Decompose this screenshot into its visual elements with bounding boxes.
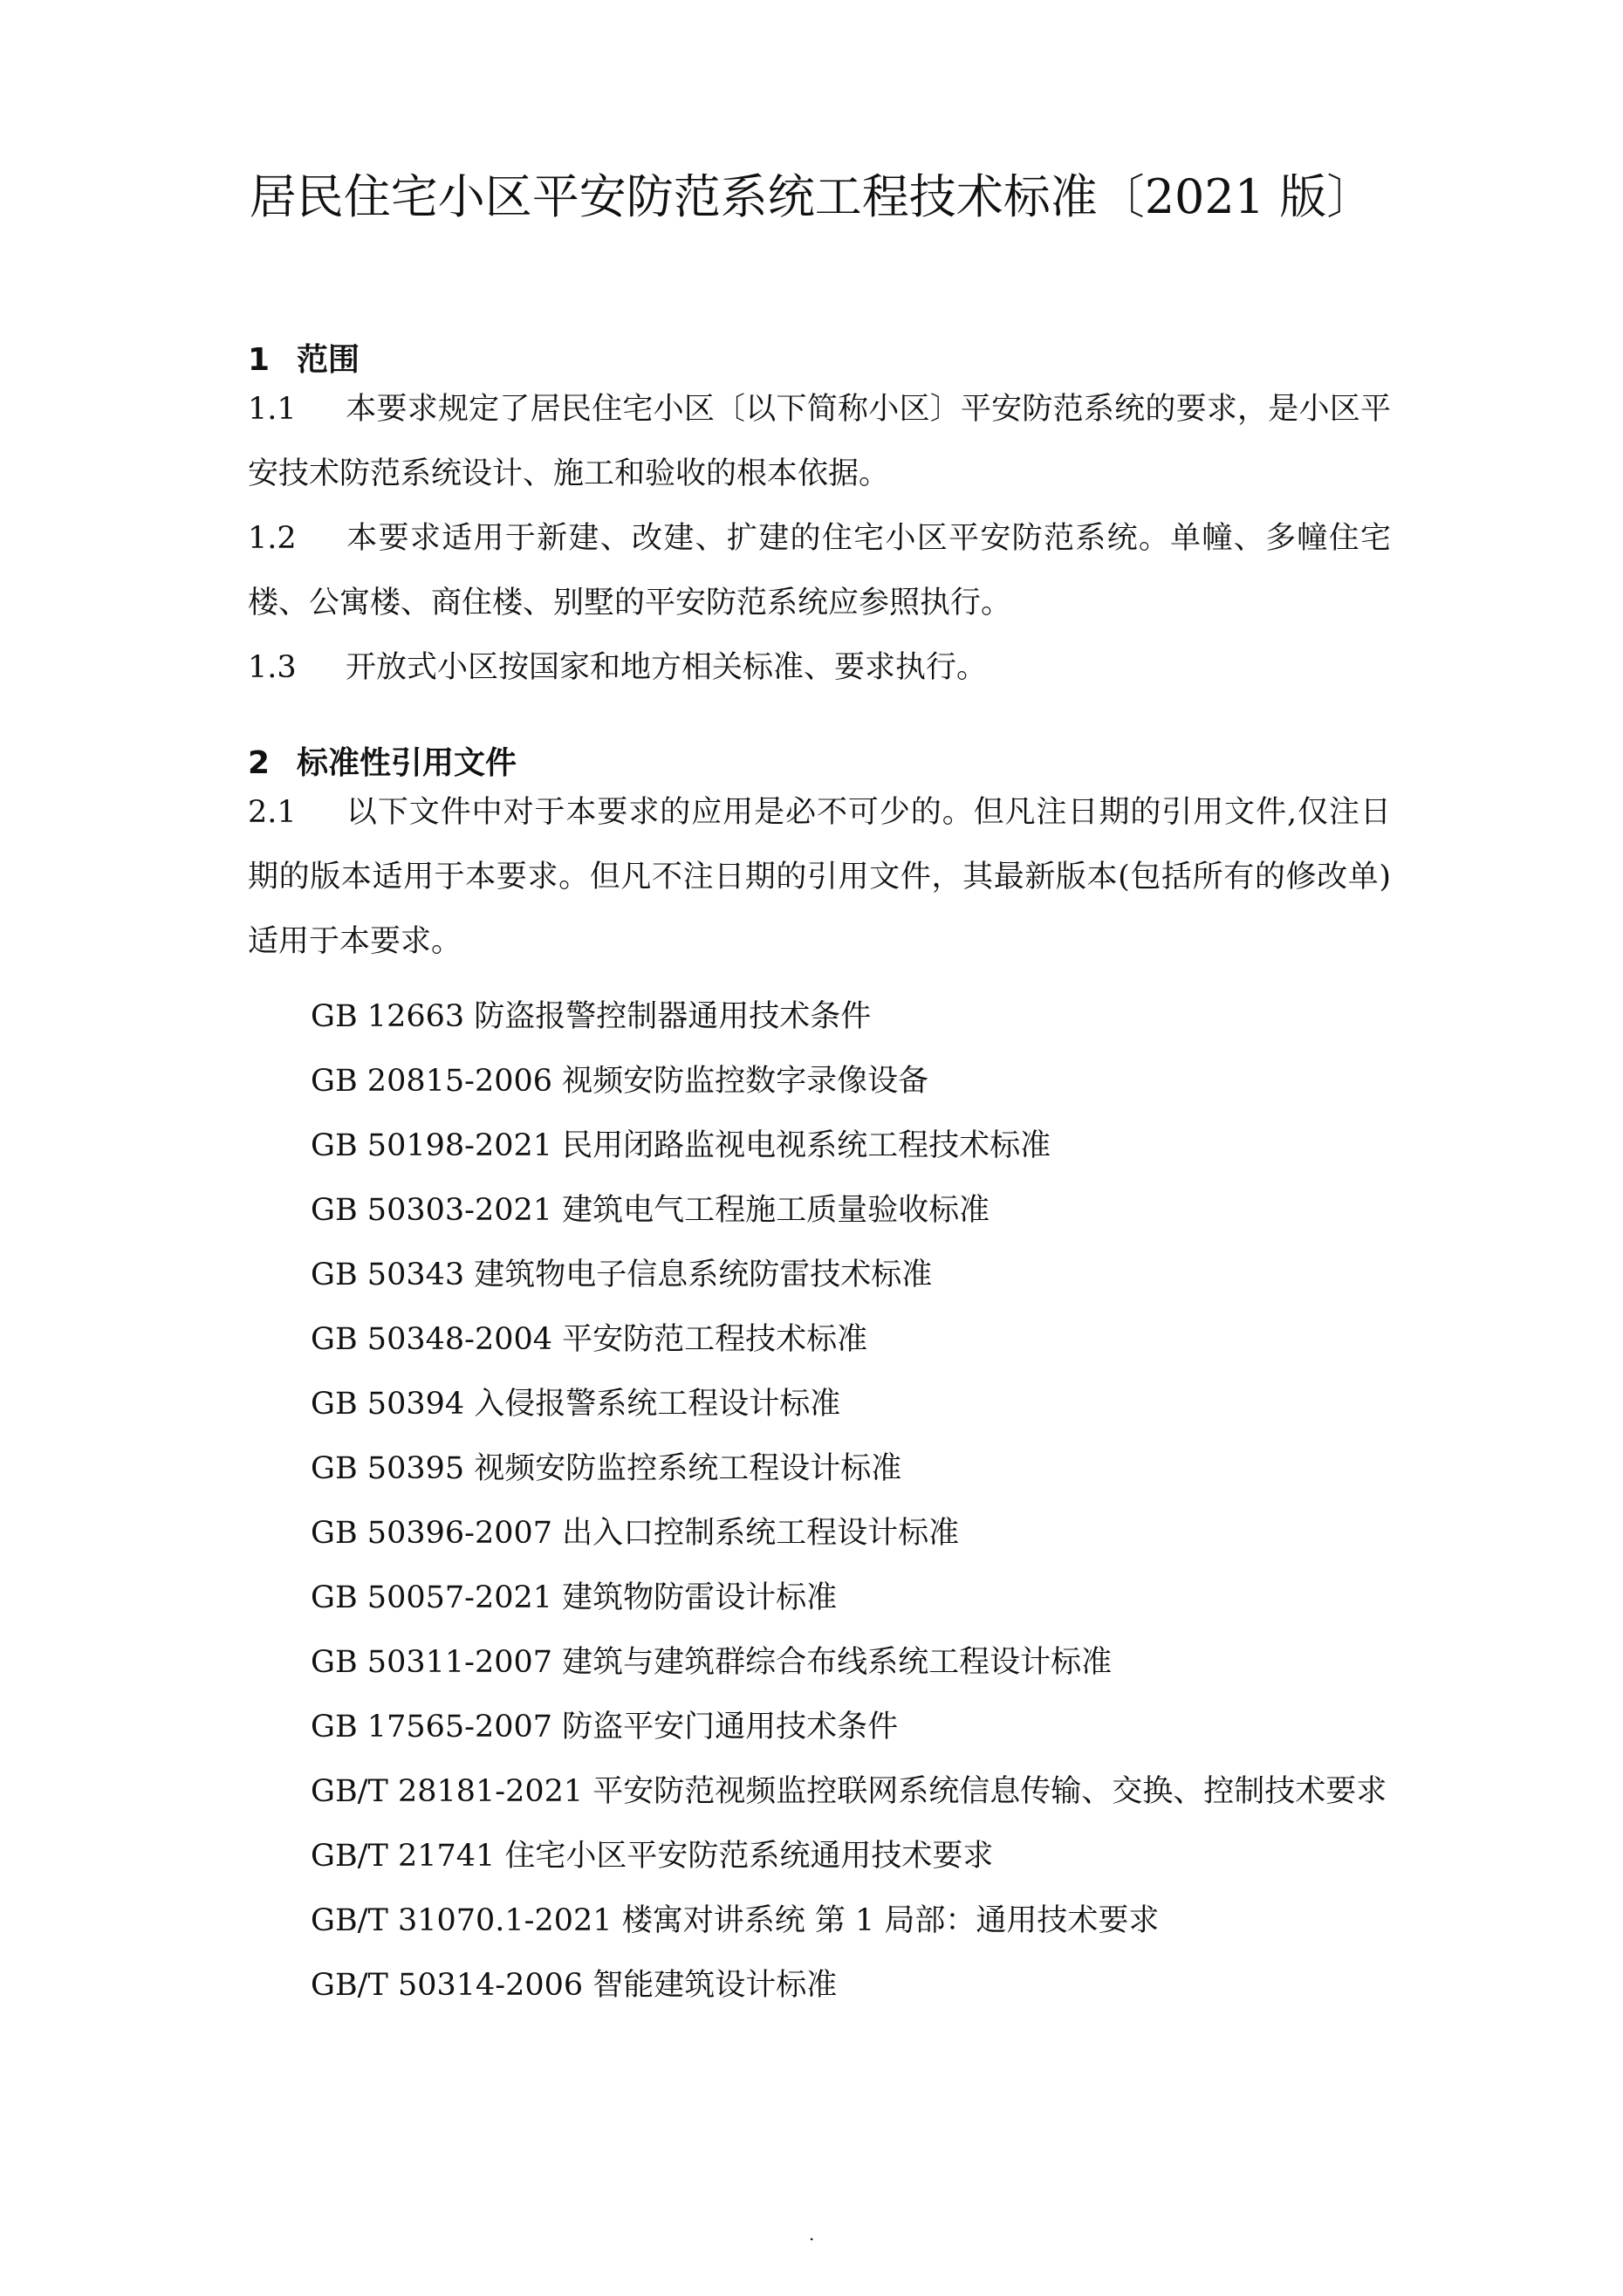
section-number: 2 [248, 745, 270, 781]
reference-item: GB 20815-2006 视频安防监控数字录像设备 [311, 1064, 929, 1099]
reference-item: GB/T 50314-2006 智能建筑设计标准 [311, 1968, 838, 2003]
section-number: 1 [248, 342, 270, 378]
reference-item: GB 12663 防盗报警控制器通用技术条件 [311, 999, 872, 1034]
reference-item: GB/T 21741 住宅小区平安防范系统通用技术要求 [311, 1839, 994, 1874]
reference-list [248, 984, 1391, 2018]
paragraph-number: 1.2 [248, 521, 297, 556]
paragraph-number: 2.1 [248, 795, 297, 830]
paragraph-number: 1.3 [248, 650, 297, 685]
footer-mark: . [809, 2224, 815, 2245]
reference-item: GB 50311-2007 建筑与建筑群综合布线系统工程设计标准 [311, 1645, 1113, 1680]
reference-item: GB 50198-2021 民用闭路监视电视系统工程技术标准 [311, 1128, 1051, 1163]
paragraph-1-2 [248, 506, 1391, 635]
paragraph-number: 1.1 [248, 392, 297, 427]
paragraph-text: 本要求规定了居民住宅小区〔以下简称小区〕平安防范系统的要求，是小区平安技术防范系统设计、施工和验收的根本依据。 [248, 392, 1391, 491]
reference-item: GB 50395 视频安防监控系统工程设计标准 [311, 1451, 902, 1486]
paragraph-text: 本要求适用于新建、改建、扩建的住宅小区平安防范系统。单幢、多幢住宅楼、公寓楼、商住楼、别墅的平安防范系统应参照执行。 [248, 521, 1391, 620]
paragraph-1-1 [248, 377, 1391, 506]
paragraph-text: 以下文件中对于本要求的应用是必不可少的。但凡注日期的引用文件,仅注日期的版本适用于本要求。但凡不注日期的引用文件，其最新版本(包括所有的修改单)适用于本要求。 [248, 795, 1391, 959]
paragraph-text: 开放式小区按国家和地方相关标准、要求执行。 [346, 650, 988, 685]
reference-item: GB 50348-2004 平安防范工程技术标准 [311, 1322, 868, 1357]
reference-item: GB 50394 入侵报警系统工程设计标准 [311, 1387, 841, 1422]
paragraph-1-3 [248, 635, 1391, 700]
reference-item: GB 50343 建筑物电子信息系统防雷技术标准 [311, 1258, 933, 1292]
reference-item: GB 50396-2007 出入口控制系统工程设计标准 [311, 1516, 960, 1551]
section-heading-2 [248, 742, 517, 785]
section-heading-1 [248, 339, 360, 382]
reference-item: GB/T 31070.1-2021 楼寓对讲系统 第 1 局部：通用技术要求 [311, 1903, 1160, 1938]
reference-item: GB 50057-2021 建筑物防雷设计标准 [311, 1580, 838, 1615]
paragraph-2-1 [248, 780, 1391, 974]
reference-item: GB/T 28181-2021 平安防范视频监控联网系统信息传输、交换、控制技术要求 [311, 1774, 1387, 1809]
section-title: 标准性引用文件 [297, 745, 517, 781]
reference-item: GB 17565-2007 防盗平安门通用技术条件 [311, 1710, 899, 1744]
document-title: 居民住宅小区平安防范系统工程技术标准〔2021 版〕 [249, 169, 1374, 224]
reference-item: GB 50303-2021 建筑电气工程施工质量验收标准 [311, 1193, 990, 1228]
section-title: 范围 [297, 342, 360, 378]
